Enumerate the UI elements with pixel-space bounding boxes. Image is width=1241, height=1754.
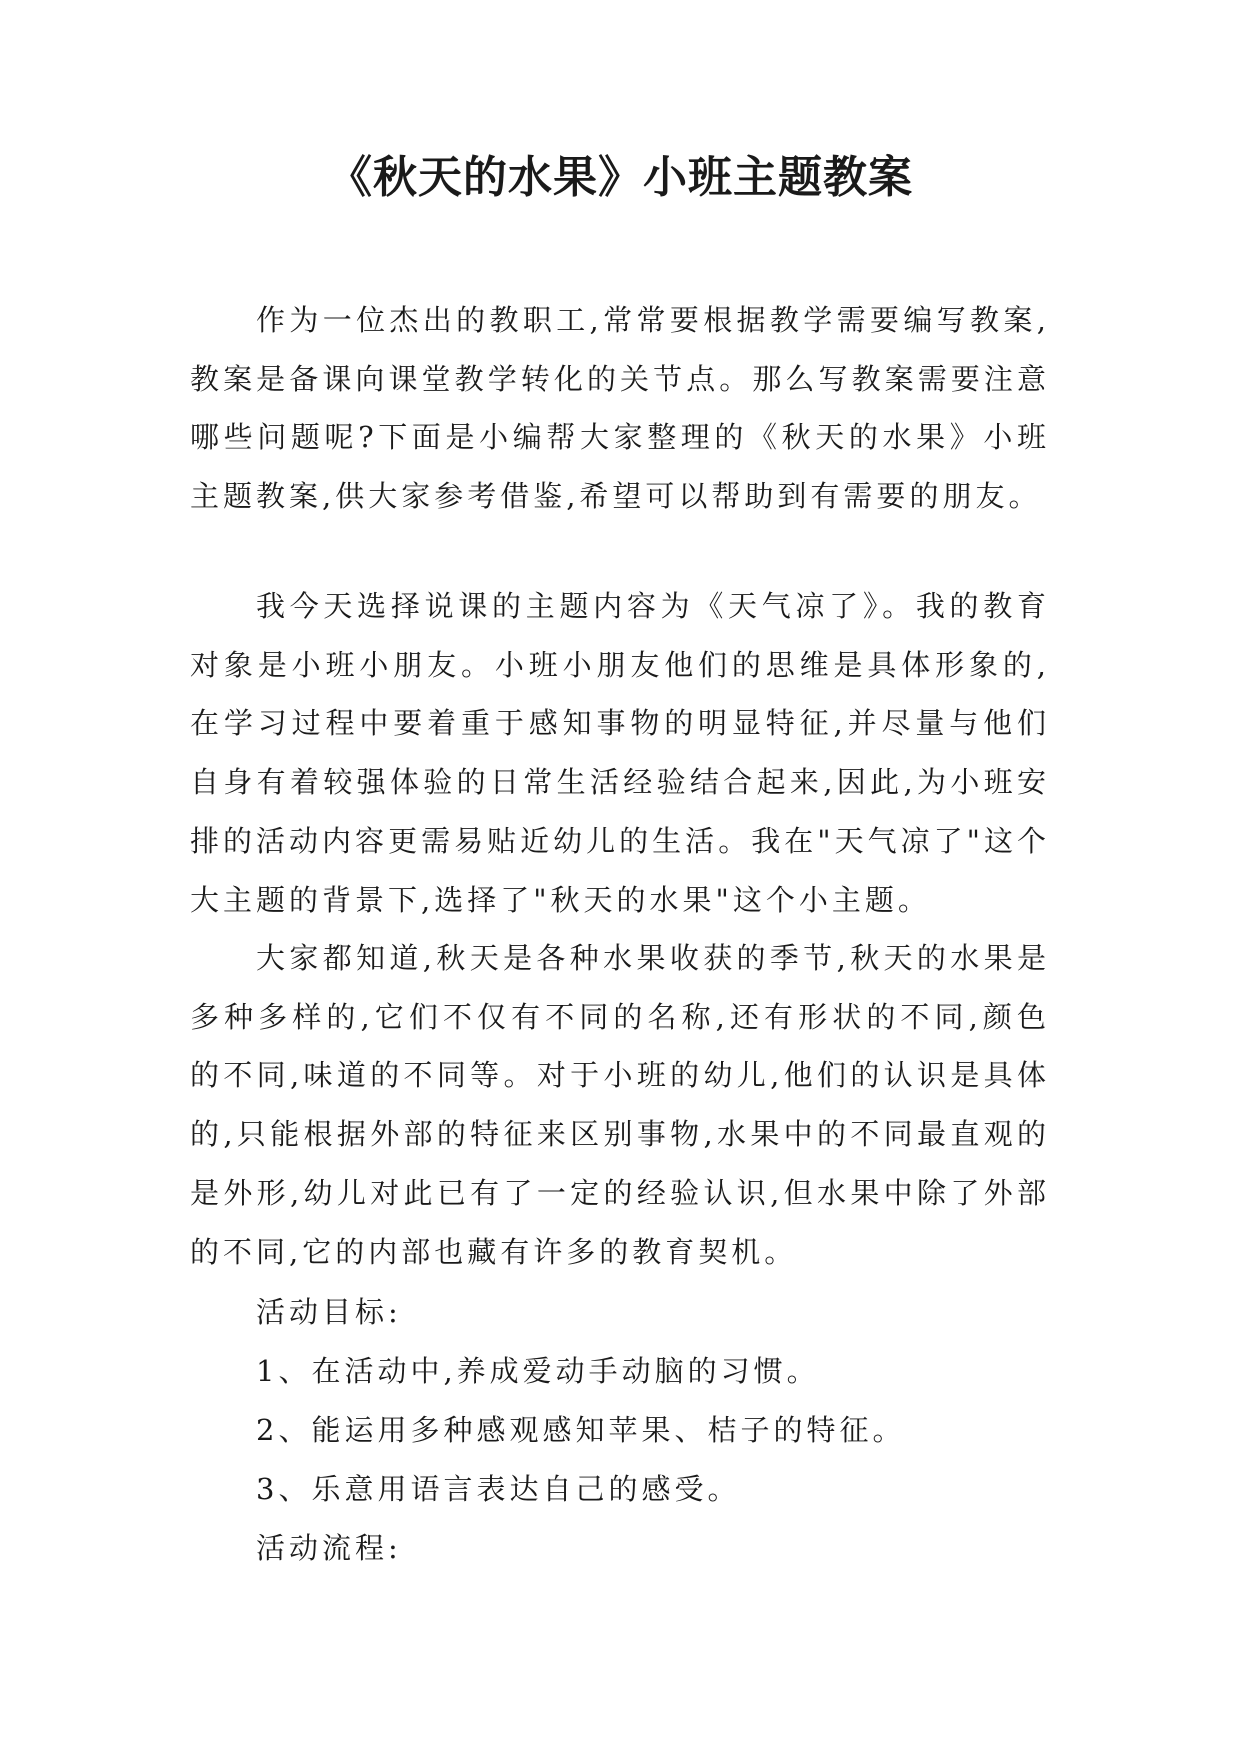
goal-item: 3、乐意用语言表达自己的感受。 — [256, 1472, 741, 1506]
document-title: 《秋天的水果》小班主题教案 — [328, 152, 913, 203]
goal-item: 2、能运用多种感观感知苹果、桔子的特征。 — [256, 1413, 906, 1447]
background-paragraph: 大家都知道,秋天是各种水果收获的季节,秋天的水果是多种多样的,它们不仅有不同的名称,还有形状的不同,颜色的不同,味道的不同等。对于小班的幼儿,他们的认识是具体的,只能根据外部的特征来区别事物,水果中的不同最直观的是外形,幼儿对此已有了一定的经验认识,但水果中除了外部的不同,它的内部也藏有许多的教育契机。 — [190, 941, 1050, 1269]
process-heading: 活动流程: — [256, 1531, 402, 1565]
goal-item: 1、在活动中,养成爱动手动脑的习惯。 — [256, 1354, 820, 1388]
goals-heading: 活动目标: — [256, 1295, 402, 1329]
topic-paragraph: 我今天选择说课的主题内容为《天气凉了》。我的教育对象是小班小朋友。小班小朋友他们的思维是具体形象的,在学习过程中要着重于感知事物的明显特征,并尽量与他们自身有着较强体验的日常生活经验结合起来,因此,为小班安排的活动内容更需易贴近幼儿的生活。我在"天气凉了"这个大主题的背景下,选择了"秋天的水果"这个小主题。 — [190, 589, 1050, 917]
intro-paragraph: 作为一位杰出的教职工,常常要根据教学需要编写教案,教案是备课向课堂教学转化的关节点。那么写教案需要注意哪些问题呢?下面是小编帮大家整理的《秋天的水果》小班主题教案,供大家参考借鉴,希望可以帮助到有需要的朋友。 — [190, 303, 1050, 514]
